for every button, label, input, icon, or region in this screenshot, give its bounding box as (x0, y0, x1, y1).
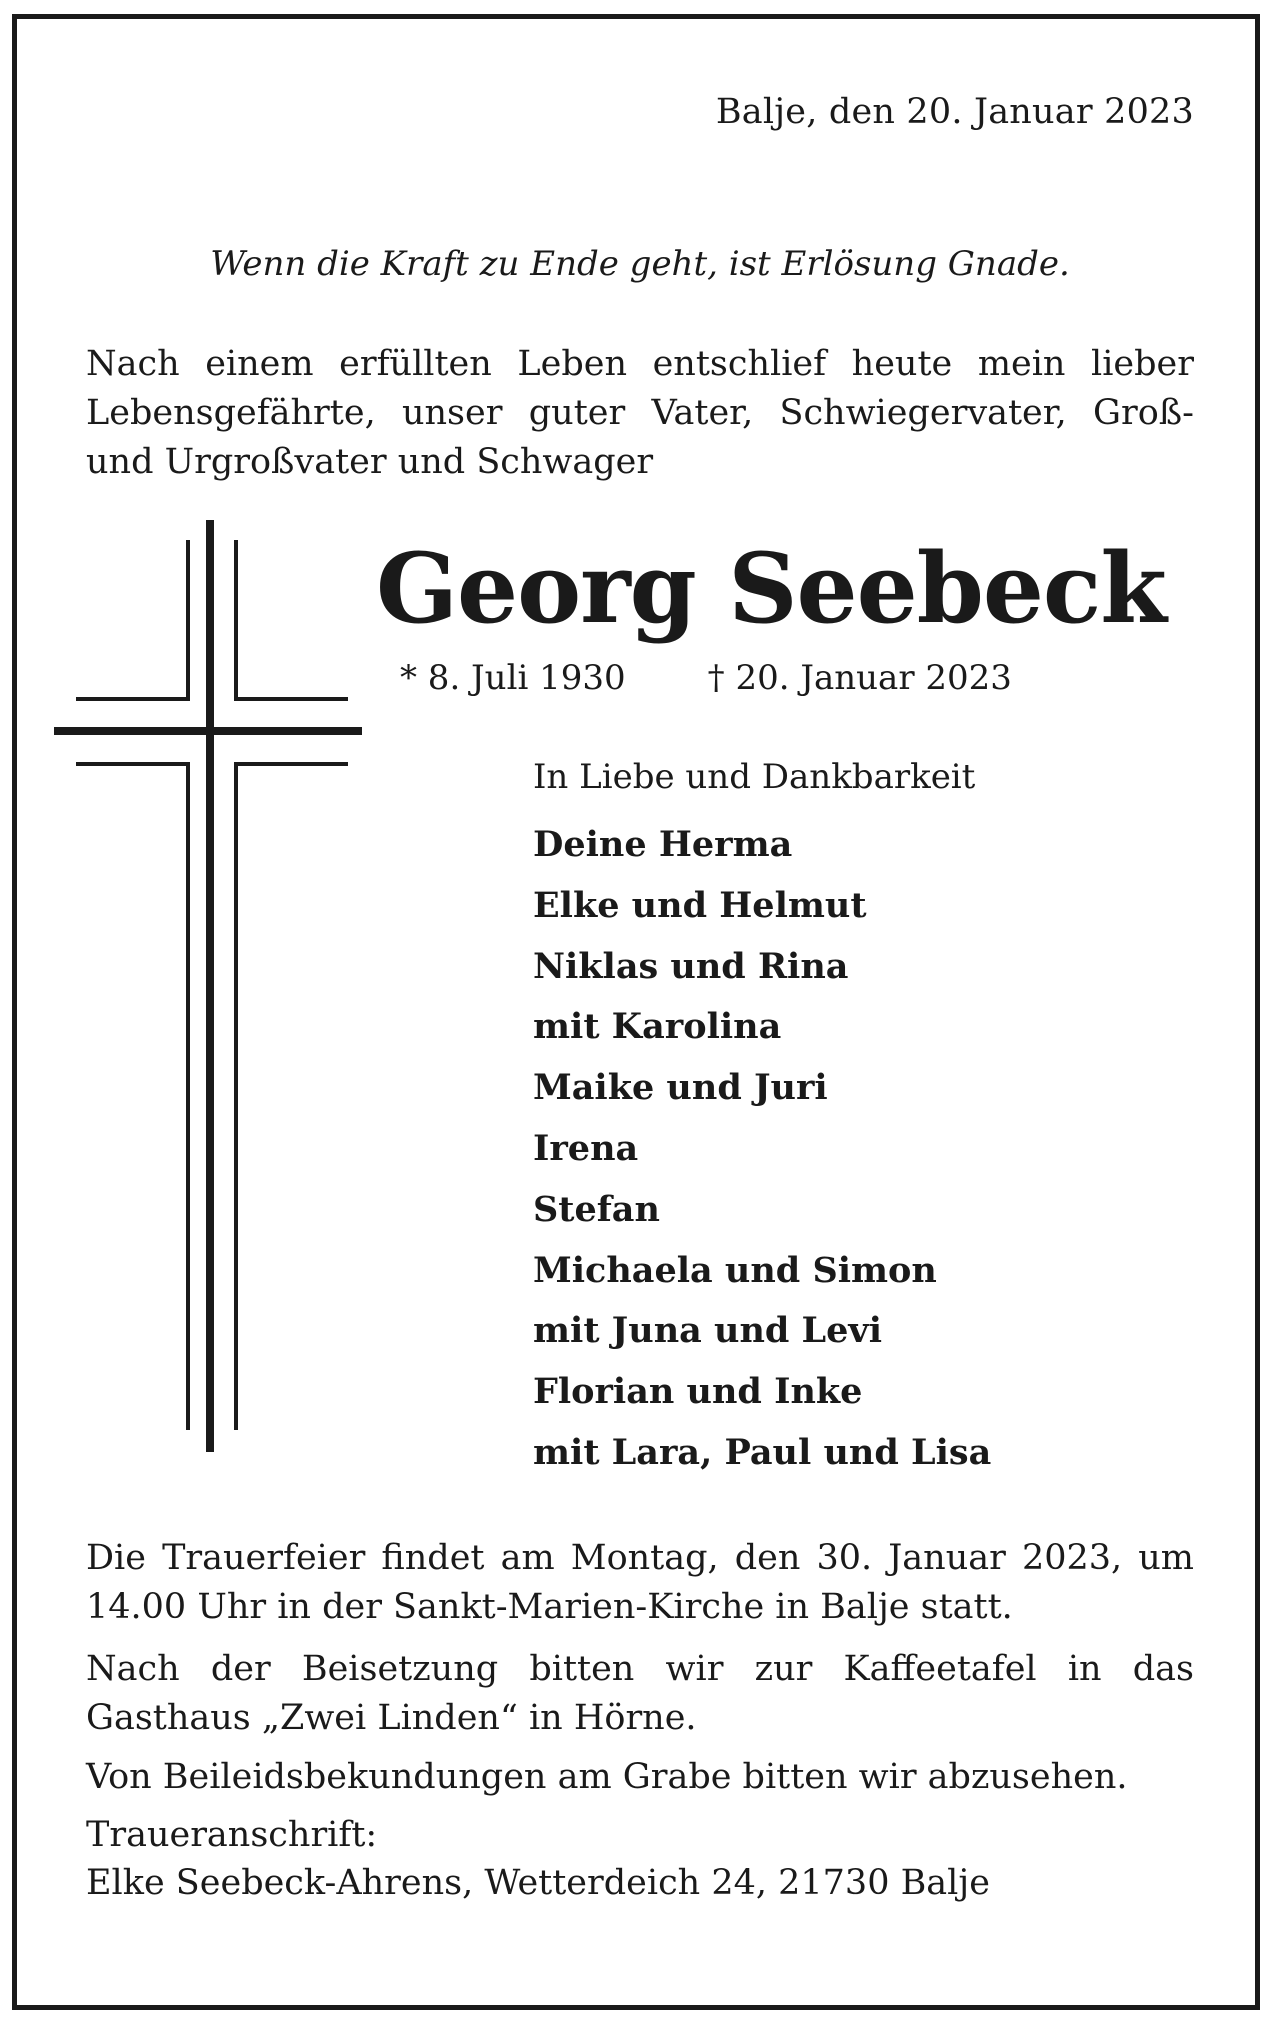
mourner-line: Florian und Inke (533, 1371, 863, 1413)
reception-text: Nach der Beisetzung bitten wir zur Kaffeetafel in das Gasthaus „Zwei Linden“ in Hörne. (86, 1649, 1194, 1738)
mourner-line: Niklas und Rina (533, 945, 849, 987)
mourner-line: Elke und Helmut (533, 884, 867, 926)
motto: Wenn die Kraft zu Ende geht, ist Erlösung Gnade. (210, 244, 1070, 284)
mourner-line: mit Karolina (533, 1006, 782, 1048)
place-date: Balje, den 20. Januar 2023 (715, 92, 1194, 132)
service-info (86, 1534, 1194, 1907)
mourner-line: mit Lara, Paul und Lisa (533, 1431, 992, 1473)
mourner-line: Michaela und Simon (533, 1249, 937, 1291)
mourners-intro: In Liebe und Dankbarkeit (533, 757, 976, 797)
condolences-text: Von Beileidsbekundungen am Grabe bitten wir abzusehen. (86, 1757, 1128, 1797)
mourner-line: Stefan (533, 1188, 660, 1230)
cross-icon (50, 520, 366, 1452)
address-block (86, 1811, 1194, 1907)
mourner-line: Irena (533, 1127, 639, 1169)
deceased-name: Georg Seebeck (376, 532, 1166, 645)
mourner-line: Deine Herma (533, 824, 793, 865)
mourner-line: mit Juna und Levi (533, 1310, 883, 1352)
ceremony-text: Die Trauerfeier findet am Montag, den 30. Januar 2023, um 14.00 Uhr in der Sankt-Marien-Kirche in Balje statt. (86, 1538, 1194, 1627)
life-dates (400, 658, 1012, 698)
death-date: † 20. Januar 2023 (707, 658, 1012, 698)
address-label: Traueranschrift: (86, 1815, 378, 1855)
intro-text: Nach einem erfüllten Leben entschlief heute mein lieber Lebensgefährte, unser guter Vater, Schwiegervater, Groß- und Urgroßvater und Schwager (86, 344, 1194, 482)
mourner-line: Maike und Juri (533, 1067, 828, 1109)
birth-date: * 8. Juli 1930 (400, 658, 626, 698)
address-text: Elke Seebeck-Ahrens, Wetterdeich 24, 21730 Balje (86, 1863, 990, 1903)
mourners-block (533, 757, 991, 1484)
